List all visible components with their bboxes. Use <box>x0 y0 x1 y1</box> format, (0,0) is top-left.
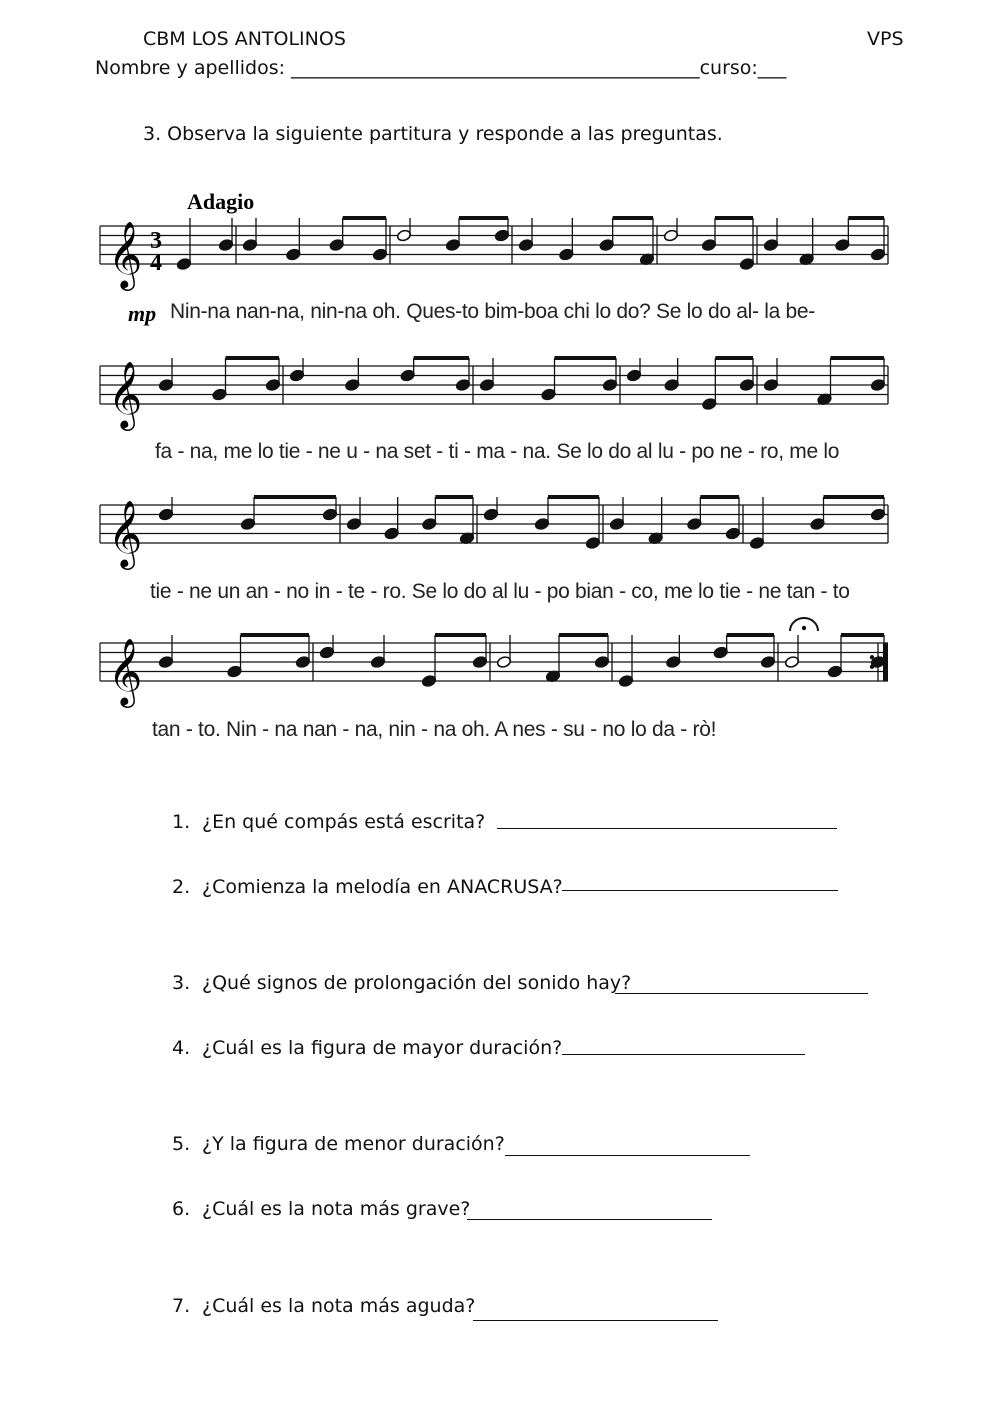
name-label: Nombre y apellidos: ___________________________________________ <box>95 57 700 79</box>
school-name: CBM LOS ANTOLINOS <box>143 28 346 50</box>
answer-line-6[interactable] <box>467 1219 712 1220</box>
time-signature-bottom: 4 <box>150 250 162 276</box>
lyrics-line-3: tie - ne un an - no in - te - ro. Se lo do al lu - po bian - co, me lo tie - ne tan - to <box>150 580 850 603</box>
lyrics-line-4: tan - to. Nin - na nan - na, nin - na oh. A nes - su - no lo da - rò! <box>152 718 717 741</box>
question-2: 2. ¿Comienza la melodía en ANACRUSA? <box>172 876 563 898</box>
treble-clef-icon: 𝄞 <box>108 639 143 704</box>
answer-line-7[interactable] <box>473 1320 718 1321</box>
lyrics-line-1: Nin-na nan-na, nin-na oh. Ques-to bim-boa chi lo do? Se lo do al- la be- <box>170 300 815 323</box>
treble-clef-icon: 𝄞 <box>108 501 143 566</box>
question-3: 3. ¿Qué signos de prolongación del sonido hay? <box>172 972 632 994</box>
question-6: 6. ¿Cuál es la nota más grave? <box>172 1198 471 1220</box>
exercise-title: 3. Observa la siguiente partitura y responde a las preguntas. <box>143 123 723 145</box>
fermata-dot <box>802 626 806 630</box>
time-signature-top: 3 <box>150 228 162 254</box>
answer-line-1[interactable] <box>497 828 837 829</box>
treble-clef-icon: 𝄞 <box>108 362 143 427</box>
question-5: 5. ¿Y la figura de menor duración? <box>172 1133 505 1155</box>
question-4: 4. ¿Cuál es la figura de mayor duración? <box>172 1037 563 1059</box>
lyrics-line-2: fa - na, me lo tie - ne u - na set - ti - ma - na. Se lo do al lu - po ne - ro, me lo <box>155 440 840 463</box>
question-7: 7. ¿Cuál es la nota más aguda? <box>172 1295 476 1317</box>
treble-clef-icon: 𝄞 <box>108 222 143 287</box>
dynamic-marking: mp <box>128 301 157 326</box>
answer-line-5[interactable] <box>505 1155 750 1156</box>
answer-line-4[interactable] <box>562 1054 805 1055</box>
course-label: curso:___ <box>699 57 787 79</box>
answer-line-2[interactable] <box>562 890 838 891</box>
answer-line-3[interactable] <box>615 993 868 994</box>
tempo-marking: Adagio <box>187 189 255 214</box>
class-code: VPS <box>867 28 904 50</box>
question-1: 1. ¿En qué compás está escrita? <box>172 811 486 833</box>
